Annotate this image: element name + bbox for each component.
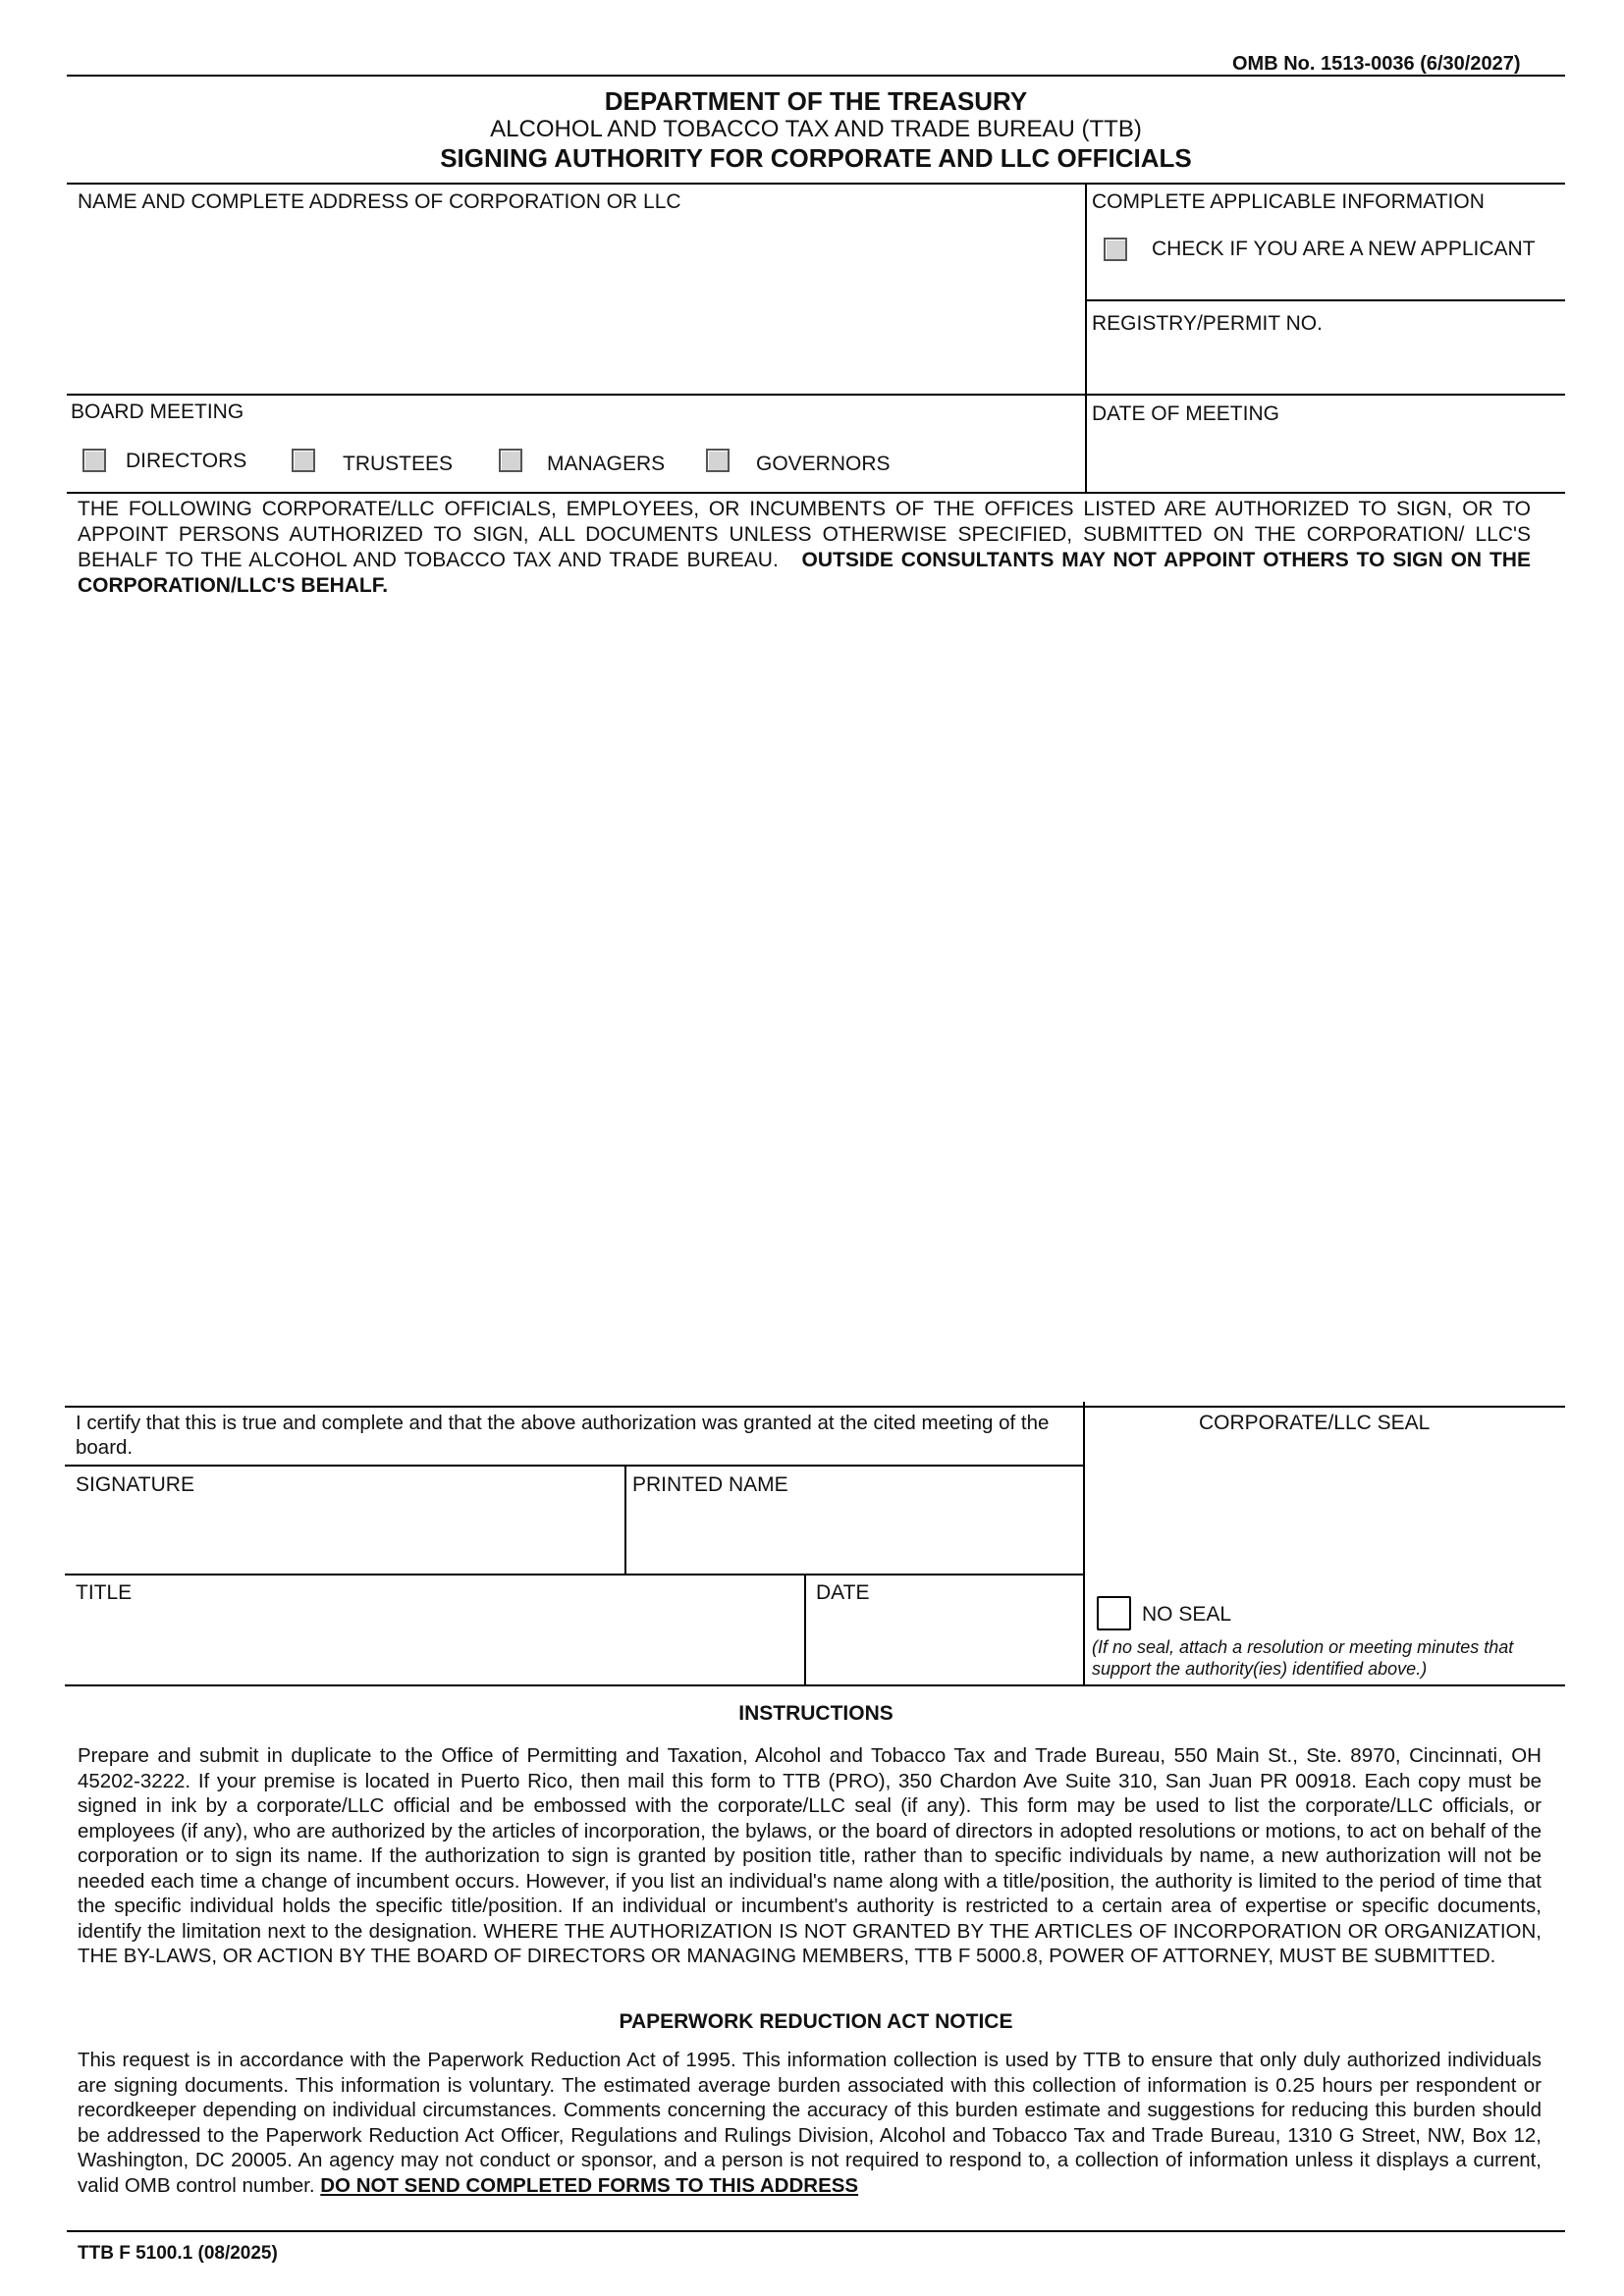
governors-label: GOVERNORS	[756, 453, 891, 475]
top-rule	[67, 75, 1565, 77]
authorized-officials-list[interactable]	[69, 609, 1561, 1394]
signature-field[interactable]	[69, 1500, 619, 1571]
cert-seal-divider	[1083, 1402, 1085, 1686]
governors-checkbox[interactable]	[706, 449, 730, 472]
omb-number: OMB No. 1513-0036 (6/30/2027)	[1232, 53, 1521, 75]
no-seal-note: (If no seal, attach a resolution or meeting minutes that support the authority(ies) identified above.)	[1092, 1637, 1514, 1679]
corporate-seal-area[interactable]	[1090, 1438, 1561, 1585]
signature-label: SIGNATURE	[76, 1473, 194, 1496]
paperwork-heading: PAPERWORK REDUCTION ACT NOTICE	[619, 2010, 1013, 2033]
cert-bottom-rule	[65, 1684, 1565, 1686]
row3-top-rule	[67, 492, 1565, 494]
do-not-send-notice: DO NOT SEND COMPLETED FORMS TO THIS ADDRESS	[320, 2173, 859, 2197]
title-field[interactable]	[69, 1608, 797, 1681]
name-address-label: NAME AND COMPLETE ADDRESS OF CORPORATION OR LLC	[78, 190, 681, 213]
date-of-meeting-field[interactable]	[1090, 430, 1561, 487]
printed-name-field[interactable]	[630, 1500, 1077, 1571]
complete-info-label: COMPLETE APPLICABLE INFORMATION	[1092, 190, 1485, 213]
authorization-text: THE FOLLOWING CORPORATE/LLC OFFICIALS, EMPLOYEES, OR INCUMBENTS OF THE OFFICES LISTED ARE AUTHORIZED TO SIGN, OR TO APPOINT PERSONS AUTHORIZED TO SIGN, ALL DOCUMENTS UNLESS OTHERWISE SPECIFIED, SUBMITTED ON THE CORPORATION/ LLC'S BEHALF TO THE ALCOHOL AND TOBACCO TAX AND TRADE BUREAU.	[78, 498, 1531, 571]
authorization-statement	[78, 497, 1531, 599]
printed-name-label: PRINTED NAME	[632, 1473, 788, 1496]
directors-checkbox[interactable]	[82, 449, 106, 472]
trustees-checkbox[interactable]	[292, 449, 315, 472]
signature-top-rule	[65, 1465, 1083, 1467]
form-number: TTB F 5100.1 (08/2025)	[78, 2243, 278, 2264]
authorization-bold-text: OUTSIDE CONSULTANTS MAY NOT APPOINT OTHERS TO SIGN ON THE CORPORATION/LLC'S BEHALF.	[78, 549, 1531, 597]
no-seal-checkbox[interactable]	[1097, 1596, 1131, 1630]
department-title: DEPARTMENT OF THE TREASURY	[604, 86, 1028, 116]
managers-checkbox[interactable]	[499, 449, 522, 472]
managers-label: MANAGERS	[547, 453, 666, 475]
title-label: TITLE	[76, 1581, 133, 1604]
title-divider	[804, 1574, 806, 1686]
date-field[interactable]	[810, 1608, 1077, 1681]
instructions-heading: INSTRUCTIONS	[738, 1702, 893, 1725]
new-applicant-label: CHECK IF YOU ARE A NEW APPLICANT	[1152, 238, 1536, 260]
form-title: SIGNING AUTHORITY FOR CORPORATE AND LLC OFFICIALS	[440, 143, 1192, 173]
certification-statement: I certify that this is true and complete and that the above authorization was granted at the cited meeting of the board.	[76, 1412, 1050, 1459]
bureau-title: ALCOHOL AND TOBACCO TAX AND TRADE BUREAU (TTB)	[490, 116, 1142, 142]
trustees-label: TRUSTEES	[343, 453, 454, 475]
instructions-body: Prepare and submit in duplicate to the Office of Permitting and Taxation, Alcohol and Tobacco Tax and Trade Bureau, 550 Main St., Ste. 8970, Cincinnati, OH 45202-3222. If your premise is located in Puerto Rico, then mail this form to TTB (PRO), 350 Chardon Ave Suite 310, San Juan PR 00918. Each copy must be signed in ink by a corporate/LLC official and be embossed with the corporate/LLC seal (if any). This form may be used to list the corporate/LLC officials, or employees (if any), who are authorized by the articles of incorporation, the bylaws, or the board of directors in adopted resolutions or motions, to act on behalf of the corporation or to sign its name. If the authorization to sign is granted by position title, rather than to specific individuals by name, a new authorization will not be needed each time a change of incumbent occurs. However, if you list an individual's name along with a title/position, the authority is limited to the period of time that the specific individual holds the specific title/position. If an individual or incumbent's authority is restricted to a certain area of expertise or specific documents, identify the limitation next to the designation. WHERE THE AUTHORIZATION IS NOT GRANTED BY THE ARTICLES OF INCORPORATION OR ORGANIZATION, THE BY-LAWS, OR ACTION BY THE BOARD OF DIRECTORS OR MANAGING MEMBERS, TTB F 5000.8, POWER OF ATTORNEY, MUST BE SUBMITTED.	[78, 1744, 1542, 1967]
name-address-field[interactable]	[69, 218, 1080, 390]
board-meeting-label: BOARD MEETING	[71, 400, 244, 423]
form-header	[67, 86, 1565, 173]
row2-top-rule	[67, 394, 1565, 396]
date-of-meeting-label: DATE OF MEETING	[1092, 402, 1279, 425]
cert-top-rule	[65, 1406, 1565, 1408]
footer-rule	[67, 2230, 1565, 2232]
registry-label: REGISTRY/PERMIT NO.	[1092, 312, 1323, 335]
paperwork-text: This request is in accordance with the Paperwork Reduction Act of 1995. This information collection is used by TTB to ensure that only duly authorized individuals are signing documents. This information is voluntary. The estimated average burden associated with this collection of information is 0.25 hours per respondent or recordkeeper depending on individual circumstances. Comments concerning the accuracy of this burden estimate and suggestions for reducing this burden should be addressed to the Paperwork Reduction Act Officer, Regulations and Rulings Division, Alcohol and Tobacco Tax and Trade Bureau, 1310 G Street, NW, Box 12, Washington, DC 20005. An agency may not conduct or sponsor, and a person is not required to respond to, a collection of information unless it displays a current, valid OMB control number.	[78, 2049, 1542, 2197]
date-label: DATE	[816, 1581, 870, 1604]
corporate-seal-label: CORPORATE/LLC SEAL	[1199, 1412, 1431, 1434]
registry-field[interactable]	[1090, 339, 1561, 390]
row1-divider	[1085, 183, 1087, 492]
signature-divider	[624, 1465, 626, 1575]
paperwork-body	[78, 2048, 1542, 2198]
row1-top-rule	[67, 183, 1565, 185]
new-applicant-checkbox[interactable]	[1104, 238, 1127, 261]
no-seal-label: NO SEAL	[1142, 1603, 1232, 1626]
directors-label: DIRECTORS	[126, 450, 247, 472]
title-top-rule	[65, 1574, 1083, 1575]
registry-top-rule	[1085, 299, 1565, 301]
